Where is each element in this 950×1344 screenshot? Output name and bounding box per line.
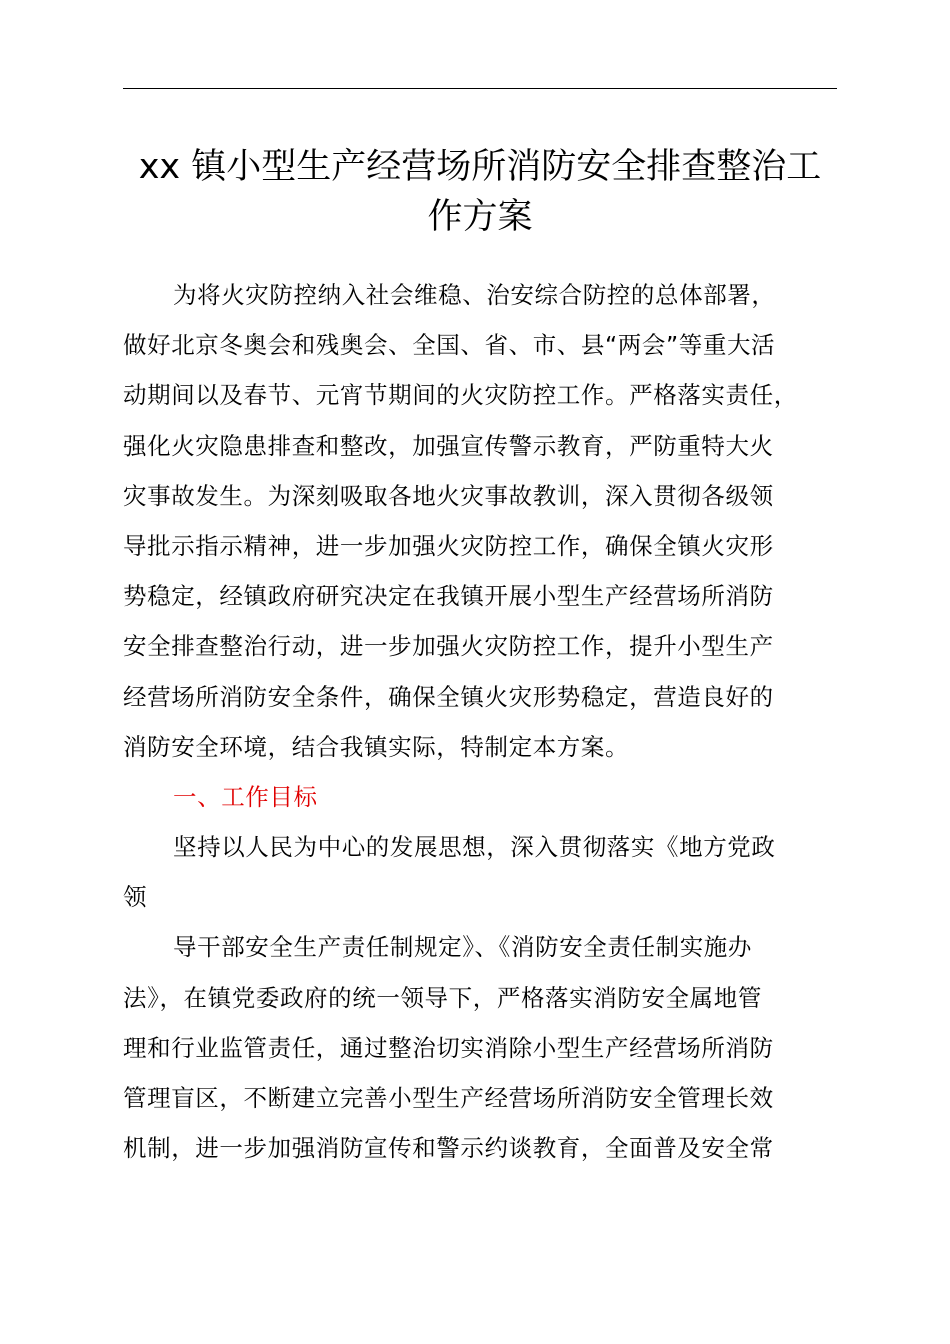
text-line: 做好北京冬奥会和残奥会、全国、省、市、县“两会”等重大活 — [123, 331, 776, 360]
text-line: 灾事故发生。为深刻吸取各地火灾事故教训，深入贯彻各级领 — [123, 481, 774, 510]
paragraph-intro — [123, 270, 837, 772]
text-line: 管理盲区，不断建立完善小型生产经营场所消防安全管理长效 — [123, 1084, 774, 1112]
text-line: 安全排查整治行动，进一步加强火灾防控工作，提升小型生产 — [123, 632, 774, 661]
text-line: 机制，进一步加强消防宣传和警示约谈教育，全面普及安全常 — [123, 1134, 774, 1163]
paragraph-goal — [123, 822, 837, 922]
text-line: 导干部安全生产责任制规定》、《消防安全责任制实施办 — [173, 933, 752, 962]
text-line: 坚持以人民为中心的发展思想，深入贯彻落实《地方党政 — [173, 833, 776, 862]
text-line: 为将火灾防控纳入社会维稳、治安综合防控的总体部署， — [173, 281, 776, 309]
text-line: 理和行业监管责任，通过整治切实消除小型生产经营场所消防 — [123, 1033, 774, 1062]
text-line: 经营场所消防安全条件，确保全镇火灾形势稳定，营造良好的 — [123, 682, 774, 711]
title-line: xx 镇小型生产经营场所消防安全排查整治工 — [138, 147, 822, 187]
text-line: 领 — [123, 883, 148, 912]
text-line: 消防安全环境，结合我镇实际，特制定本方案。 — [123, 732, 630, 761]
text-line: 导批示指示精神，进一步加强火灾防控工作，确保全镇火灾形 — [123, 531, 774, 560]
text-line: 动期间以及春节、元宵节期间的火灾防控工作。严格落实责任， — [123, 381, 798, 410]
title-line: 作方案 — [427, 197, 533, 237]
text-line: 法》，在镇党委政府的统一领导下，严格落实消防安全属地管 — [123, 983, 762, 1012]
document-body — [123, 270, 837, 1173]
text-line: 强化火灾隐患排查和整改，加强宣传警示教育，严防重特大火 — [123, 431, 774, 460]
text-line: 势稳定，经镇政府研究决定在我镇开展小型生产经营场所消防 — [123, 582, 774, 611]
document-title — [123, 142, 837, 242]
section-heading: 一、工作目标 — [173, 782, 318, 811]
paragraph-goal-continued — [123, 922, 837, 1173]
header-rule — [123, 88, 837, 89]
